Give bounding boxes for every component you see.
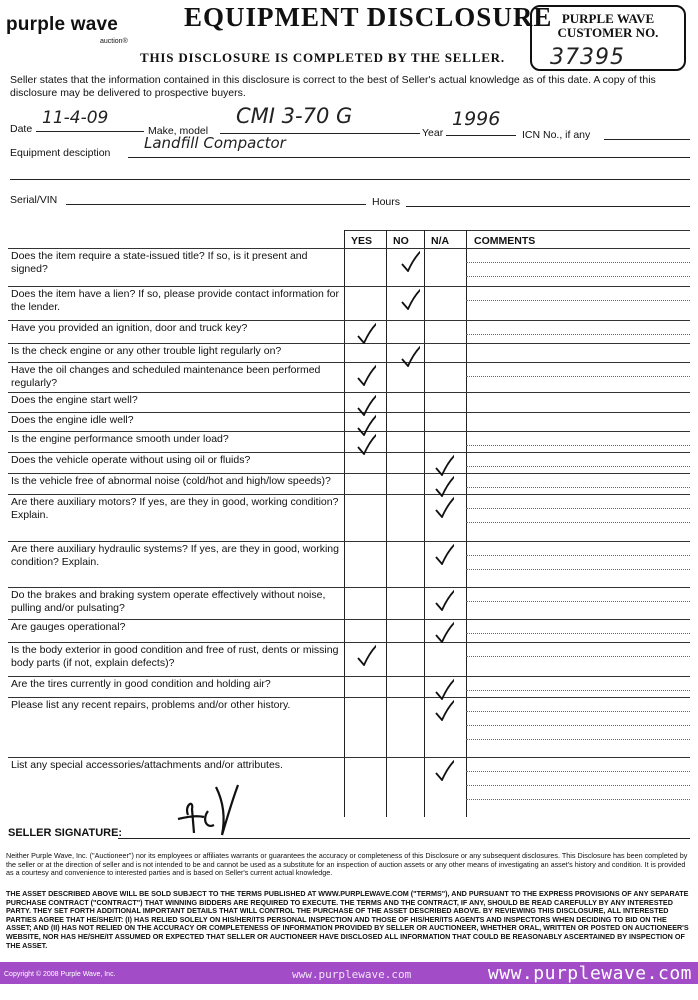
make-value[interactable]: CMI 3-70 G xyxy=(236,104,353,128)
footer-bar xyxy=(0,962,698,984)
question-text: Does the engine idle well? xyxy=(11,414,134,426)
page-title: EQUIPMENT DISCLOSURE xyxy=(184,2,553,32)
row-divider xyxy=(8,697,690,698)
checkmark-icon-no[interactable] xyxy=(400,250,420,272)
grid-column-line xyxy=(466,230,467,817)
question-text: Are gauges operational? xyxy=(11,621,126,633)
comment-line xyxy=(466,508,690,509)
purple-wave-logo xyxy=(6,14,144,45)
row-divider xyxy=(8,642,690,643)
hours-label: Hours xyxy=(372,196,401,208)
comment-line xyxy=(466,445,690,446)
comment-line xyxy=(466,771,690,772)
comment-line xyxy=(466,799,690,800)
question-text: Does the engine start well? xyxy=(11,394,138,406)
row-divider xyxy=(8,392,690,393)
question-text: Please list any recent repairs, problems and/or other history. xyxy=(11,699,291,711)
signature-label: SELLER SIGNATURE: xyxy=(8,827,123,839)
row-divider xyxy=(8,494,690,495)
serial-label: Serial/VIN xyxy=(10,194,58,206)
checkmark-icon-yes[interactable] xyxy=(356,322,376,344)
checkmark-icon-na[interactable] xyxy=(434,699,454,721)
date-label: Date xyxy=(10,123,33,135)
comment-line xyxy=(466,711,690,712)
logo-subtext: auction® xyxy=(100,38,128,45)
date-value[interactable]: 11-4-09 xyxy=(42,108,109,128)
row-divider xyxy=(8,452,690,453)
checkmark-icon-yes[interactable] xyxy=(356,394,376,416)
comment-line xyxy=(466,725,690,726)
make-label: Make, model xyxy=(148,125,209,137)
checkmark-icon-yes[interactable] xyxy=(356,433,376,455)
grid-column-line xyxy=(386,230,387,817)
comment-line xyxy=(466,555,690,556)
comment-line xyxy=(466,522,690,523)
checkmark-icon-na[interactable] xyxy=(434,759,454,781)
desc-value[interactable]: Landfill Compactor xyxy=(144,134,286,152)
footer-url-small[interactable]: www.purplewave.com xyxy=(292,968,412,981)
row-divider xyxy=(8,362,690,363)
question-text: Is the check engine or any other trouble light regularly on? xyxy=(11,345,282,357)
row-divider xyxy=(8,541,690,542)
question-text: Is the engine performance smooth under load? xyxy=(11,433,229,445)
checkmark-icon-yes[interactable] xyxy=(356,644,376,666)
question-text: Do the brakes and braking system operate effectively without noise, pulling and/or pulsating? xyxy=(11,589,326,614)
comment-line xyxy=(466,656,690,657)
terms-text: THE ASSET DESCRIBED ABOVE WILL BE SOLD SUBJECT TO THE TERMS PUBLISHED AT WWW.PURPLEWAVE.COM ("TERMS"), AND PURSUANT TO THE EXPRESS PROVISIONS OF ANY SEPARATE PURCHASE CONTRACT ("CONTRACT") THAT WINNING BIDDERS ARE REQUIRED TO EXECUTE. THE TERMS AND THE CONTRACT, IF ANY, SHOULD BE READ CAREFULLY BY ANY INTERESTED PARTY. THEY SET FORTH ADDITIONAL IMPORTANT DETAILS THAT WILL CONTROL THE PURCHASE OF THE ASSET DESCRIBED ABOVE. BY REVIEWING THIS DISCLOSURE, ALL INTERESTED PARTIES AGREE THAT HE/SHE/IT: (I) HAS RELIED SOLELY ON HIS/HER/ITS PERSONAL INSPECTION AND THOSE OF HIS/HER/ITS AGENTS AND INSPECTORS WHEN DECIDING TO BID ON THE ASSET; AND (II) HAS NOT RELIED ON THE ACCURACY OR COMPLETENESS OF INFORMATION PROVIDED BY SELLER OR AUCTIONEER, WHETHER ORAL, WRITTEN OR POSTED ON AUCTIONEER'S WEBSITE, NOR HAS HE/SHE/IT ASSUMED OR EXPECTED THAT SELLER OR AUCTIONEER HAVE DISCLOSED ALL INFORMATION THAT COULD BE REASONABLY ASCERTAINED BY INSPECTION OF THE ASSET. xyxy=(6,889,689,950)
customer-label-2: CUSTOMER NO. xyxy=(557,25,659,40)
desc-line-2 xyxy=(10,170,690,180)
question-text: Does the vehicle operate without using oil or fluids? xyxy=(11,454,251,466)
question-text: Does the item have a lien? If so, please provide contact information for the lender. xyxy=(11,288,340,313)
question-text: Is the body exterior in good condition and free of rust, dents or missing body parts (if not, explain defects)? xyxy=(11,644,339,669)
comment-line xyxy=(466,334,690,335)
seller-signature xyxy=(170,775,250,845)
checkmark-icon-na[interactable] xyxy=(434,589,454,611)
row-divider xyxy=(8,286,690,287)
checkmark-icon-na[interactable] xyxy=(434,621,454,643)
comment-line xyxy=(466,376,690,377)
row-divider xyxy=(8,757,690,758)
year-value[interactable]: 1996 xyxy=(452,108,501,130)
col-na: N/A xyxy=(431,235,450,247)
row-divider xyxy=(8,676,690,677)
col-yes: YES xyxy=(351,235,373,247)
question-text: List any special accessories/attachments and/or attributes. xyxy=(11,759,283,771)
question-text: Have you provided an ignition, door and truck key? xyxy=(11,322,248,334)
desc-label: Equipment desciption xyxy=(10,147,111,159)
page-subtitle: THIS DISCLOSURE IS COMPLETED BY THE SELLER. xyxy=(140,50,505,65)
question-text: Are there auxiliary hydraulic systems? If yes, are they in good, working condition? Explain. xyxy=(11,543,339,568)
customer-label-1: PURPLE WAVE xyxy=(561,11,655,26)
footer-copyright: Copyright © 2008 Purple Wave, Inc. xyxy=(4,971,116,978)
question-text: Is the vehicle free of abnormal noise (cold/hot and high/low speeds)? xyxy=(11,475,331,487)
icn-label: ICN No., if any xyxy=(522,129,591,141)
checkmark-icon-na[interactable] xyxy=(434,475,454,497)
comment-line xyxy=(466,569,690,570)
row-divider xyxy=(8,619,690,620)
comment-line xyxy=(466,601,690,602)
comment-line xyxy=(466,690,690,691)
grid-column-line xyxy=(344,230,345,817)
row-divider xyxy=(8,320,690,321)
customer-number: 37395 xyxy=(550,45,625,70)
serial-line xyxy=(66,193,366,205)
comment-line xyxy=(466,276,690,277)
question-text: Are there auxiliary motors? If yes, are they in good, working condition? Explain. xyxy=(11,496,339,521)
comment-line xyxy=(466,262,690,263)
comment-line xyxy=(466,466,690,467)
customer-number-box xyxy=(530,5,686,71)
col-no: NO xyxy=(393,235,409,247)
intro-statement: Seller states that the information contained in this disclosure is correct to the best of Seller's actual knowledge as of this date. A copy of this disclosure may be delivered to prospective buyers. xyxy=(10,74,656,99)
row-divider xyxy=(8,587,690,588)
question-text: Have the oil changes and scheduled maintenance been performed regularly? xyxy=(11,364,321,389)
year-label: Year xyxy=(422,127,444,139)
checkmark-icon-na[interactable] xyxy=(434,496,454,518)
row-divider xyxy=(8,473,690,474)
disclaimer-text: Neither Purple Wave, Inc. ("Auctioneer") nor its employees or affiliates warrants or guarantees the accuracy or completeness of this Disclosure or any subsequent disclosures. This Disclosure has been completed by the seller or at the direction of seller and is not intended to be and cannot be used as a substitute for an inspection of auction assets or any other means of investigating an asset's history and condition. It is provided as a courtesy and convenience to interested parties and is based on Seller's current actual knowledge. xyxy=(6,851,688,878)
col-comments: COMMENTS xyxy=(474,235,536,247)
comment-line xyxy=(466,487,690,488)
checkmark-icon-na[interactable] xyxy=(434,678,454,700)
grid-top-line xyxy=(344,230,690,231)
checkmark-icon-no[interactable] xyxy=(400,345,420,367)
row-divider xyxy=(8,248,690,249)
question-text: Does the item require a state-issued title? If so, is it present and signed? xyxy=(11,250,308,275)
row-divider xyxy=(8,412,690,413)
comment-line xyxy=(466,739,690,740)
row-divider xyxy=(8,343,690,344)
logo-wordmark: purple wave xyxy=(6,14,119,35)
question-text: Are the tires currently in good condition and holding air? xyxy=(11,678,271,690)
comment-line xyxy=(466,633,690,634)
checkmark-icon-na[interactable] xyxy=(434,543,454,565)
grid-column-line xyxy=(424,230,425,817)
checkmark-icon-no[interactable] xyxy=(400,288,420,310)
comment-line xyxy=(466,785,690,786)
hours-line xyxy=(406,195,690,207)
checkmark-icon-yes[interactable] xyxy=(356,364,376,386)
comment-line xyxy=(466,300,690,301)
checkmark-icon-na[interactable] xyxy=(434,454,454,476)
footer-url-large[interactable]: www.purplewave.com xyxy=(487,963,692,984)
row-divider xyxy=(8,431,690,432)
icn-line xyxy=(604,124,690,140)
